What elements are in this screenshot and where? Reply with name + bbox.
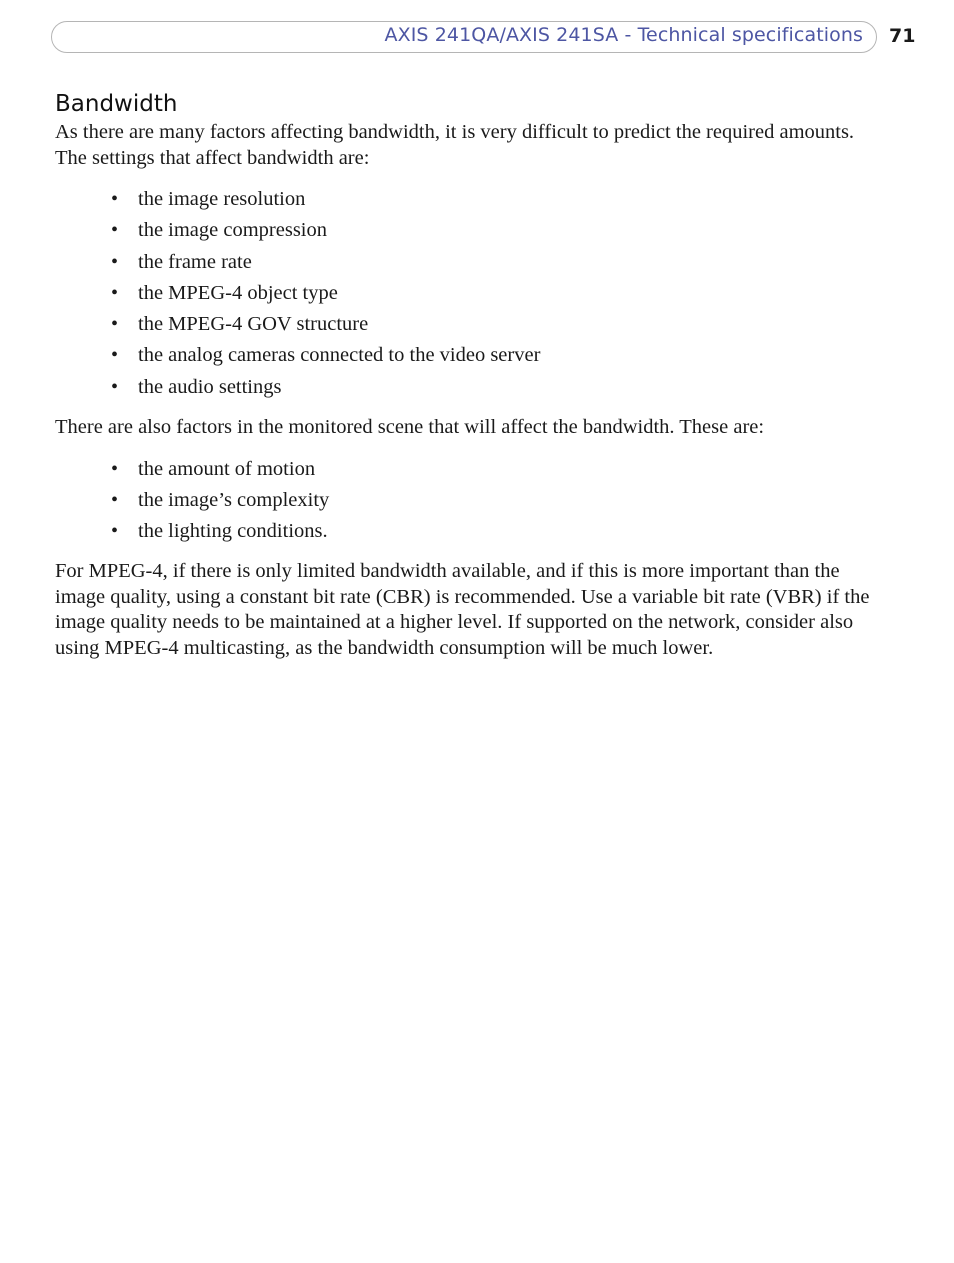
list-item: • the audio settings: [111, 372, 873, 403]
list-item: • the frame rate: [111, 247, 873, 278]
page-content: [55, 88, 873, 661]
closing-paragraph: For MPEG-4, if there is only limited bandwidth available, and if this is more important than the image quality, using a constant bit rate (CBR) is recommended. Use a variable bit rate (VBR) if the image quality needs to be maintained at a higher level. If supported on the network, consider also using MPEG-4 multicasting, as the bandwidth consumption will be much lower.: [55, 560, 870, 659]
bullet-icon: •: [111, 219, 119, 242]
page-header-title: AXIS 241QA/AXIS 241SA - Technical specifications: [384, 24, 863, 46]
bullet-icon: •: [111, 375, 119, 398]
scene-factors-paragraph: There are also factors in the monitored scene that will affect the bandwidth. These are:: [55, 416, 765, 439]
list-item: • the image resolution: [111, 184, 873, 215]
list-item: • the amount of motion: [111, 454, 873, 485]
bullet-icon: •: [111, 344, 119, 367]
bullet-icon: •: [111, 457, 119, 480]
list-item: • the MPEG-4 GOV structure: [111, 309, 873, 340]
bullet-icon: •: [111, 520, 119, 543]
list-item: • the analog cameras connected to the video server: [111, 340, 873, 371]
settings-list: [55, 184, 873, 403]
list-item: • the lighting conditions.: [111, 516, 873, 547]
page-number: 71: [889, 25, 916, 47]
bullet-icon: •: [111, 281, 119, 304]
bullet-icon: •: [111, 488, 119, 511]
list-item: • the image’s complexity: [111, 485, 873, 516]
scene-factors-list: [55, 454, 873, 548]
section-title: Bandwidth: [55, 91, 178, 117]
bullet-icon: •: [111, 313, 119, 336]
bullet-icon: •: [111, 188, 119, 210]
intro-paragraph: As there are many factors affecting bandwidth, it is very difficult to predict the required amounts. The settings that affect bandwidth are:: [55, 121, 855, 169]
list-item: • the MPEG-4 object type: [111, 278, 873, 309]
list-item: • the image compression: [111, 215, 873, 246]
bullet-icon: •: [111, 250, 119, 273]
